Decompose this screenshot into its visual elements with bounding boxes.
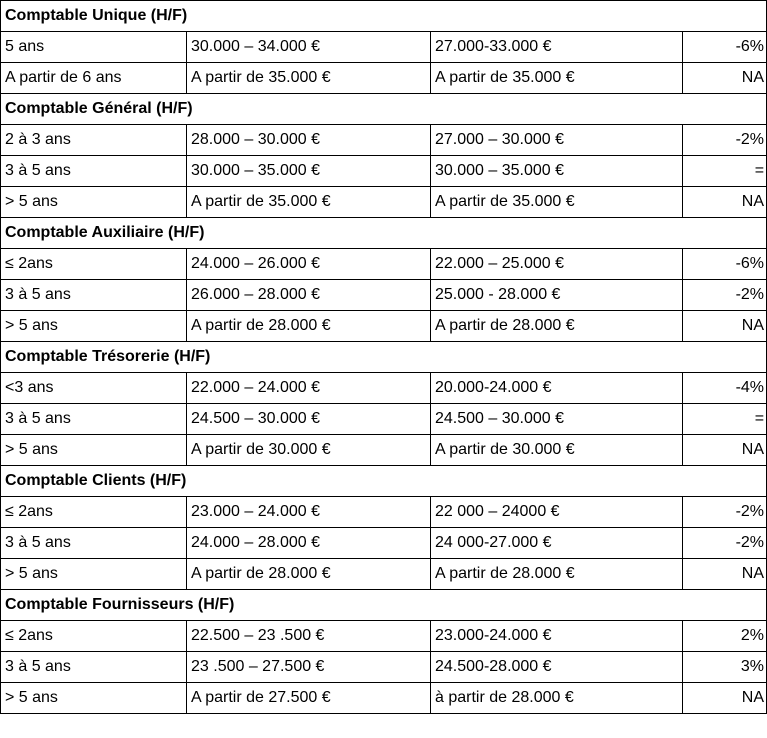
salary-range-b-cell: A partir de 28.000 € bbox=[431, 311, 683, 342]
salary-range-b-cell: 20.000-24.000 € bbox=[431, 373, 683, 404]
salary-range-b-cell: A partir de 30.000 € bbox=[431, 435, 683, 466]
section-header-row bbox=[1, 342, 767, 373]
experience-cell: 3 à 5 ans bbox=[1, 280, 187, 311]
section-header-row bbox=[1, 1, 767, 32]
table-row bbox=[1, 156, 767, 187]
experience-cell: ≤ 2ans bbox=[1, 497, 187, 528]
table-row bbox=[1, 63, 767, 94]
salary-range-a-cell: 24.000 – 28.000 € bbox=[187, 528, 431, 559]
salary-range-b-cell: A partir de 35.000 € bbox=[431, 63, 683, 94]
experience-cell: 5 ans bbox=[1, 32, 187, 63]
salary-range-a-cell: 28.000 – 30.000 € bbox=[187, 125, 431, 156]
salary-range-b-cell: 25.000 - 28.000 € bbox=[431, 280, 683, 311]
section-title: Comptable Unique (H/F) bbox=[1, 1, 767, 32]
section-title: Comptable Général (H/F) bbox=[1, 94, 767, 125]
section-title: Comptable Fournisseurs (H/F) bbox=[1, 590, 767, 621]
table-row bbox=[1, 404, 767, 435]
change-cell: -6% bbox=[683, 32, 767, 63]
salary-range-b-cell: 24.500-28.000 € bbox=[431, 652, 683, 683]
section-title: Comptable Auxiliaire (H/F) bbox=[1, 218, 767, 249]
table-row bbox=[1, 528, 767, 559]
experience-cell: A partir de 6 ans bbox=[1, 63, 187, 94]
salary-range-a-cell: 22.000 – 24.000 € bbox=[187, 373, 431, 404]
salary-range-a-cell: A partir de 30.000 € bbox=[187, 435, 431, 466]
change-cell: 3% bbox=[683, 652, 767, 683]
experience-cell: 2 à 3 ans bbox=[1, 125, 187, 156]
change-cell: 2% bbox=[683, 621, 767, 652]
change-cell: -2% bbox=[683, 280, 767, 311]
change-cell: NA bbox=[683, 435, 767, 466]
salary-range-a-cell: 30.000 – 34.000 € bbox=[187, 32, 431, 63]
experience-cell: > 5 ans bbox=[1, 187, 187, 218]
salary-range-b-cell: 27.000-33.000 € bbox=[431, 32, 683, 63]
change-cell: NA bbox=[683, 559, 767, 590]
table-row bbox=[1, 497, 767, 528]
salary-range-b-cell: 27.000 – 30.000 € bbox=[431, 125, 683, 156]
salary-range-b-cell: 22.000 – 25.000 € bbox=[431, 249, 683, 280]
salary-range-a-cell: 22.500 – 23 .500 € bbox=[187, 621, 431, 652]
salary-range-b-cell: à partir de 28.000 € bbox=[431, 683, 683, 714]
table-row bbox=[1, 125, 767, 156]
table-row bbox=[1, 32, 767, 63]
section-header-row bbox=[1, 218, 767, 249]
table-row bbox=[1, 559, 767, 590]
salary-range-b-cell: 24 000-27.000 € bbox=[431, 528, 683, 559]
change-cell: = bbox=[683, 156, 767, 187]
section-title: Comptable Trésorerie (H/F) bbox=[1, 342, 767, 373]
salary-range-b-cell: 23.000-24.000 € bbox=[431, 621, 683, 652]
salary-range-b-cell: A partir de 28.000 € bbox=[431, 559, 683, 590]
table-row bbox=[1, 652, 767, 683]
experience-cell: > 5 ans bbox=[1, 683, 187, 714]
experience-cell: 3 à 5 ans bbox=[1, 156, 187, 187]
section-header-row bbox=[1, 94, 767, 125]
salary-range-b-cell: 22 000 – 24000 € bbox=[431, 497, 683, 528]
salary-range-a-cell: A partir de 27.500 € bbox=[187, 683, 431, 714]
section-header-row bbox=[1, 590, 767, 621]
experience-cell: 3 à 5 ans bbox=[1, 652, 187, 683]
salary-range-a-cell: 24.000 – 26.000 € bbox=[187, 249, 431, 280]
change-cell: -2% bbox=[683, 528, 767, 559]
change-cell: NA bbox=[683, 63, 767, 94]
experience-cell: > 5 ans bbox=[1, 435, 187, 466]
experience-cell: ≤ 2ans bbox=[1, 249, 187, 280]
salary-table-body bbox=[1, 1, 767, 714]
change-cell: -4% bbox=[683, 373, 767, 404]
table-row bbox=[1, 373, 767, 404]
experience-cell: 3 à 5 ans bbox=[1, 528, 187, 559]
salary-range-b-cell: A partir de 35.000 € bbox=[431, 187, 683, 218]
salary-range-b-cell: 30.000 – 35.000 € bbox=[431, 156, 683, 187]
table-row bbox=[1, 621, 767, 652]
change-cell: -2% bbox=[683, 125, 767, 156]
experience-cell: > 5 ans bbox=[1, 311, 187, 342]
change-cell: = bbox=[683, 404, 767, 435]
table-row bbox=[1, 280, 767, 311]
change-cell: NA bbox=[683, 187, 767, 218]
change-cell: -6% bbox=[683, 249, 767, 280]
salary-range-a-cell: A partir de 28.000 € bbox=[187, 559, 431, 590]
salary-range-a-cell: 23 .500 – 27.500 € bbox=[187, 652, 431, 683]
table-row bbox=[1, 683, 767, 714]
salary-range-a-cell: A partir de 35.000 € bbox=[187, 63, 431, 94]
salary-range-a-cell: 30.000 – 35.000 € bbox=[187, 156, 431, 187]
table-row bbox=[1, 435, 767, 466]
table-row bbox=[1, 311, 767, 342]
salary-range-a-cell: 23.000 – 24.000 € bbox=[187, 497, 431, 528]
table-row bbox=[1, 249, 767, 280]
change-cell: NA bbox=[683, 311, 767, 342]
salary-range-a-cell: 24.500 – 30.000 € bbox=[187, 404, 431, 435]
salary-range-b-cell: 24.500 – 30.000 € bbox=[431, 404, 683, 435]
salary-range-a-cell: A partir de 28.000 € bbox=[187, 311, 431, 342]
experience-cell: > 5 ans bbox=[1, 559, 187, 590]
experience-cell: <3 ans bbox=[1, 373, 187, 404]
table-row bbox=[1, 187, 767, 218]
salary-range-a-cell: A partir de 35.000 € bbox=[187, 187, 431, 218]
experience-cell: 3 à 5 ans bbox=[1, 404, 187, 435]
section-header-row bbox=[1, 466, 767, 497]
experience-cell: ≤ 2ans bbox=[1, 621, 187, 652]
change-cell: NA bbox=[683, 683, 767, 714]
change-cell: -2% bbox=[683, 497, 767, 528]
section-title: Comptable Clients (H/F) bbox=[1, 466, 767, 497]
salary-range-a-cell: 26.000 – 28.000 € bbox=[187, 280, 431, 311]
